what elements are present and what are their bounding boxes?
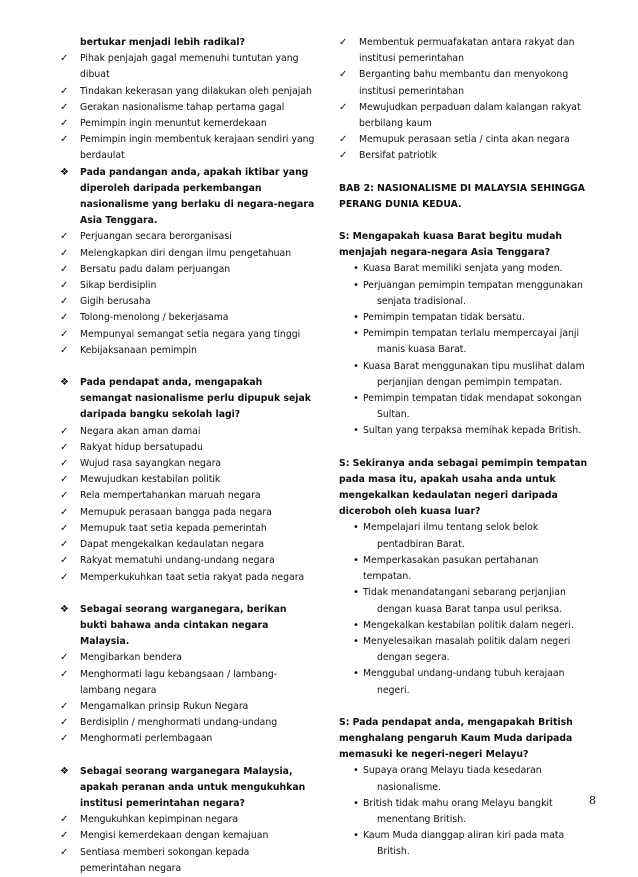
item-text: Mewujudkan perpaduan dalam kalangan rakyat berbilang kaum: [359, 101, 581, 130]
diamond-bullet-icon: ❖: [60, 166, 69, 178]
item-text: Perjuangan secara berorganisasi: [80, 231, 232, 243]
checkmark-icon: ✓: [60, 668, 69, 680]
checkmark-icon: ✓: [60, 522, 69, 534]
checklist-item: [60, 229, 315, 245]
bullet-item: [339, 796, 589, 828]
checklist-item: [60, 472, 315, 488]
bullet-item: [339, 261, 589, 277]
checkmark-icon: ✓: [60, 474, 69, 486]
bullet-icon: •: [353, 635, 359, 647]
checklist-item: [339, 132, 589, 148]
item-text: Menggubal undang-undang tubuh kerajaan negeri.: [363, 666, 589, 698]
checklist-item: [60, 132, 315, 164]
checklist-item: [60, 262, 315, 278]
checklist-item: [60, 343, 315, 359]
bullet-item: [339, 634, 589, 666]
spacer: [60, 586, 315, 602]
checklist-item: [60, 294, 315, 310]
spacer: [339, 165, 589, 181]
checklist-item: [60, 553, 315, 569]
checkmark-icon: ✓: [339, 101, 348, 113]
checkmark-icon: ✓: [60, 571, 69, 583]
checkmark-icon: ✓: [60, 506, 69, 518]
bullet-item: [339, 666, 589, 698]
checkmark-icon: ✓: [60, 280, 69, 292]
spacer: [339, 440, 589, 456]
bullet-item: [339, 310, 589, 326]
checkmark-icon: ✓: [60, 733, 69, 745]
bullet-item: [339, 423, 589, 439]
checklist-item: [60, 828, 315, 844]
item-text: Memperkukuhkan taat setia rakyat pada negara: [80, 571, 305, 583]
checkmark-icon: ✓: [60, 539, 69, 551]
item-text: Memperkasakan pasukan pertahanan tempatan.: [363, 554, 539, 583]
item-text: Pemimpin tempatan tidak mendapat sokongan Sultan.: [363, 391, 589, 423]
item-text: bertukar menjadi lebih radikal?: [80, 37, 245, 48]
checklist-item: [60, 84, 315, 100]
item-text: S: Sekiranya anda sebagai pemimpin tempatan pada masa itu, apakah usaha anda untuk mengekalkan kedaulatan negeri daripada diceroboh oleh kuasa luar?: [339, 457, 588, 518]
item-text: Rakyat mematuhi undang-undang negara: [80, 555, 275, 567]
bullet-icon: •: [353, 587, 359, 599]
checkmark-icon: ✓: [60, 652, 69, 664]
item-text: Mewujudkan kestabilan politik: [80, 474, 221, 486]
right-column: [339, 35, 589, 861]
item-text: Rela mempertahankan maruah negara: [80, 490, 261, 502]
question-item: [60, 764, 315, 813]
checklist-item: [339, 35, 589, 67]
item-text: Pemimpin tempatan terlalu mempercayai janji manis kuasa Barat.: [363, 326, 589, 358]
bullet-icon: •: [353, 554, 359, 566]
item-text: Pemimpin tempatan tidak bersatu.: [363, 312, 525, 324]
item-text: Sentiasa memberi sokongan kepada pemerintahan negara: [80, 846, 250, 874]
item-text: Membentuk permuafakatan antara rakyat dan institusi pemerintahan: [359, 37, 575, 65]
checklist-item: [60, 310, 315, 326]
item-text: Berdisiplin / menghormati undang-undang: [80, 717, 278, 729]
checkmark-icon: ✓: [339, 69, 348, 81]
bullet-item: [339, 326, 589, 358]
item-text: Mempunyai semangat setia negara yang tinggi: [80, 328, 301, 340]
item-text: S: Mengapakah kuasa Barat begitu mudah menjajah negara-negara Asia Tenggara?: [339, 231, 562, 259]
checkmark-icon: ✓: [60, 458, 69, 470]
checklist-item: [60, 116, 315, 132]
bullet-icon: •: [353, 765, 359, 777]
bullet-icon: •: [353, 522, 359, 534]
checklist-item: [60, 456, 315, 472]
bullet-icon: •: [353, 425, 359, 437]
checklist-item: [60, 699, 315, 715]
checklist-item: [60, 650, 315, 666]
item-text: Pada pendapat anda, mengapakah semangat nasionalisme perlu dipupuk sejak daripada bangku sekolah lagi?: [80, 377, 311, 421]
checklist-item: [60, 570, 315, 586]
item-text: Sebagai seorang warganegara Malaysia, apakah peranan anda untuk mengukuhkan institusi pemerintahan negara?: [80, 765, 306, 809]
item-text: Pemimpin ingin membentuk kerajaan sendiri yang berdaulat: [80, 134, 315, 162]
spacer: [60, 748, 315, 764]
section-heading: [339, 181, 589, 213]
bullet-item: [339, 278, 589, 310]
checklist-item: [60, 440, 315, 456]
checkmark-icon: ✓: [60, 118, 69, 130]
checkmark-icon: ✓: [60, 830, 69, 842]
checklist-item: [60, 278, 315, 294]
item-text-continued: negeri.: [377, 684, 410, 696]
item-text: Wujud rasa sayangkan negara: [80, 458, 222, 470]
checklist-item: [60, 488, 315, 504]
checkmark-icon: ✓: [339, 37, 348, 48]
section-heading: [339, 456, 589, 521]
checklist-item: [60, 505, 315, 521]
item-text: Berganting bahu membantu dan menyokong institusi pemerintahan: [359, 69, 569, 97]
item-text: Memupuk taat setia kepada pemerintah: [80, 522, 267, 534]
bullet-item: [339, 763, 589, 795]
section-heading: [339, 229, 589, 261]
checklist-item: [60, 521, 315, 537]
item-text: Tindakan kekerasan yang dilakukan oleh penjajah: [80, 85, 312, 97]
bullet-icon: •: [353, 312, 359, 324]
item-text: British tidak mahu orang Melayu bangkit menentang British.: [363, 796, 589, 828]
checklist-item: [60, 51, 315, 83]
item-text: BAB 2: NASIONALISME DI MALAYSIA SEHINGGA PERANG DUNIA KEDUA.: [339, 182, 585, 210]
spacer: [339, 213, 589, 229]
item-text: Mengamalkan prinsip Rukun Negara: [80, 700, 249, 712]
bullet-icon: •: [353, 393, 359, 405]
item-text: Mengibarkan bendera: [80, 652, 182, 664]
checkmark-icon: ✓: [339, 150, 348, 162]
checkmark-icon: ✓: [60, 101, 69, 113]
item-text-continued: Sultan.: [377, 409, 410, 421]
bullet-icon: •: [353, 328, 359, 340]
bullet-icon: •: [353, 797, 359, 809]
checkmark-icon: ✓: [60, 846, 69, 858]
item-text-continued: perjanjian dengan pemimpin tempatan.: [377, 376, 563, 388]
checkmark-icon: ✓: [60, 231, 69, 243]
item-text: Mempelajari ilmu tentang selok belok pentadbiran Barat.: [363, 520, 589, 552]
continued-text: [60, 35, 315, 51]
item-text: Pada pandangan anda, apakah iktibar yang diperoleh daripada perkembangan nasionalisme yang berlaku di negara-negara Asia Tenggara.: [80, 166, 315, 227]
left-column: [60, 35, 315, 877]
item-text: Gerakan nasionalisme tahap pertama gagal: [80, 101, 285, 113]
checklist-item: [60, 845, 315, 877]
item-text-continued: menentang British.: [377, 813, 467, 825]
bullet-icon: •: [353, 263, 359, 275]
checklist-item: [60, 537, 315, 553]
checkmark-icon: ✓: [60, 296, 69, 308]
checkmark-icon: ✓: [60, 328, 69, 340]
item-text: Negara akan aman damai: [80, 425, 201, 437]
checkmark-icon: ✓: [60, 814, 69, 826]
checklist-item: [60, 715, 315, 731]
checkmark-icon: ✓: [60, 312, 69, 324]
bullet-item: [339, 828, 589, 860]
checkmark-icon: ✓: [60, 134, 69, 146]
item-text: S: Pada pendapat anda, mengapakah British menghalang pengaruh Kaum Muda daripada memasuki ke negeri-negeri Melayu?: [339, 716, 573, 761]
checkmark-icon: ✓: [60, 700, 69, 712]
item-text: Memupuk perasaan bangga pada negara: [80, 506, 272, 518]
checkmark-icon: ✓: [60, 344, 69, 356]
item-text: Supaya orang Melayu tiada kesedaran nasionalisme.: [363, 763, 589, 795]
item-text: Sebagai seorang warganegara, berikan bukti bahawa anda cintakan negara Malaysia.: [80, 603, 287, 648]
checkmark-icon: ✓: [60, 441, 69, 453]
item-text: Kuasa Barat menggunakan tipu muslihat dalam perjanjian dengan pemimpin tempatan.: [363, 359, 589, 391]
bullet-item: [339, 520, 589, 552]
page-number: 8: [589, 794, 596, 807]
item-text: Mengisi kemerdekaan dengan kemajuan: [80, 830, 269, 842]
item-text: Gigih berusaha: [80, 296, 151, 308]
item-text: Perjuangan pemimpin tempatan menggunakan senjata tradisional.: [363, 278, 589, 310]
item-text: Dapat mengekalkan kedaulatan negara: [80, 539, 265, 551]
checkmark-icon: ✓: [60, 490, 69, 502]
item-text: Bersatu padu dalam perjuangan: [80, 263, 231, 275]
item-text-continued: pentadbiran Barat.: [377, 538, 465, 550]
checkmark-icon: ✓: [60, 85, 69, 97]
checkmark-icon: ✓: [60, 247, 69, 259]
checklist-item: [339, 148, 589, 164]
checklist-item: [60, 667, 315, 699]
bullet-icon: •: [353, 360, 359, 372]
bullet-item: [339, 618, 589, 634]
item-text: Tolong-menolong / bekerjasama: [80, 312, 229, 324]
diamond-bullet-icon: ❖: [60, 377, 69, 389]
item-text: Sultan yang terpaksa memihak kepada British.: [363, 425, 582, 437]
item-text: Sikap berdisiplin: [80, 280, 157, 292]
checkmark-icon: ✓: [339, 134, 348, 146]
checklist-item: [60, 327, 315, 343]
bullet-item: [339, 553, 589, 585]
item-text-continued: manis kuasa Barat.: [377, 344, 467, 356]
item-text: Kebijaksanaan pemimpin: [80, 344, 197, 356]
item-text-continued: dengan segera.: [377, 652, 450, 664]
item-text: Kaum Muda dianggap aliran kiri pada mata British.: [363, 828, 589, 860]
spacer: [339, 699, 589, 715]
checklist-item: [339, 67, 589, 99]
bullet-icon: •: [353, 619, 359, 631]
item-text: Melengkapkan diri dengan ilmu pengetahuan: [80, 247, 292, 259]
bullet-icon: •: [353, 830, 359, 842]
item-text: Bersifat patriotik: [359, 150, 437, 162]
checkmark-icon: ✓: [60, 53, 69, 65]
checkmark-icon: ✓: [60, 425, 69, 437]
diamond-bullet-icon: ❖: [60, 603, 69, 615]
checkmark-icon: ✓: [60, 717, 69, 729]
item-text: Memupuk perasaan setia / cinta akan negara: [359, 134, 570, 146]
item-text: Menghormati perlembagaan: [80, 733, 213, 745]
item-text-continued: nasionalisme.: [377, 781, 442, 793]
checklist-item: [60, 100, 315, 116]
bullet-item: [339, 359, 589, 391]
item-text-continued: dengan kuasa Barat tanpa usul periksa.: [377, 603, 563, 615]
item-text: Tidak menandatangani sebarang perjanjian dengan kuasa Barat tanpa usul periksa.: [363, 585, 589, 617]
question-item: [60, 602, 315, 651]
section-heading: [339, 715, 589, 764]
item-text: Kuasa Barat memiliki senjata yang moden.: [363, 263, 563, 275]
item-text-continued: British.: [377, 846, 410, 858]
bullet-icon: •: [353, 668, 359, 680]
bullet-item: [339, 391, 589, 423]
item-text: Menyelesaikan masalah politik dalam negeri dengan segera.: [363, 634, 589, 666]
question-item: [60, 375, 315, 424]
item-text: Rakyat hidup bersatupadu: [80, 441, 203, 453]
item-text: Mengekalkan kestabilan politik dalam negeri.: [363, 619, 574, 631]
spacer: [60, 359, 315, 375]
question-item: [60, 165, 315, 230]
item-text: Mengukuhkan kepimpinan negara: [80, 814, 239, 826]
checkmark-icon: ✓: [60, 263, 69, 275]
checkmark-icon: ✓: [60, 555, 69, 567]
bullet-icon: •: [353, 279, 359, 291]
diamond-bullet-icon: ❖: [60, 765, 69, 777]
bullet-item: [339, 585, 589, 617]
item-text: Pihak penjajah gagal memenuhi tuntutan yang dibuat: [80, 53, 299, 81]
checklist-item: [60, 246, 315, 262]
item-text: Menghormati lagu kebangsaan / lambang-lambang negara: [80, 668, 278, 696]
checklist-item: [339, 100, 589, 132]
item-text: Pemimpin ingin menuntut kemerdekaan: [80, 118, 267, 130]
checklist-item: [60, 424, 315, 440]
checklist-item: [60, 731, 315, 747]
item-text-continued: senjata tradisional.: [377, 295, 466, 307]
